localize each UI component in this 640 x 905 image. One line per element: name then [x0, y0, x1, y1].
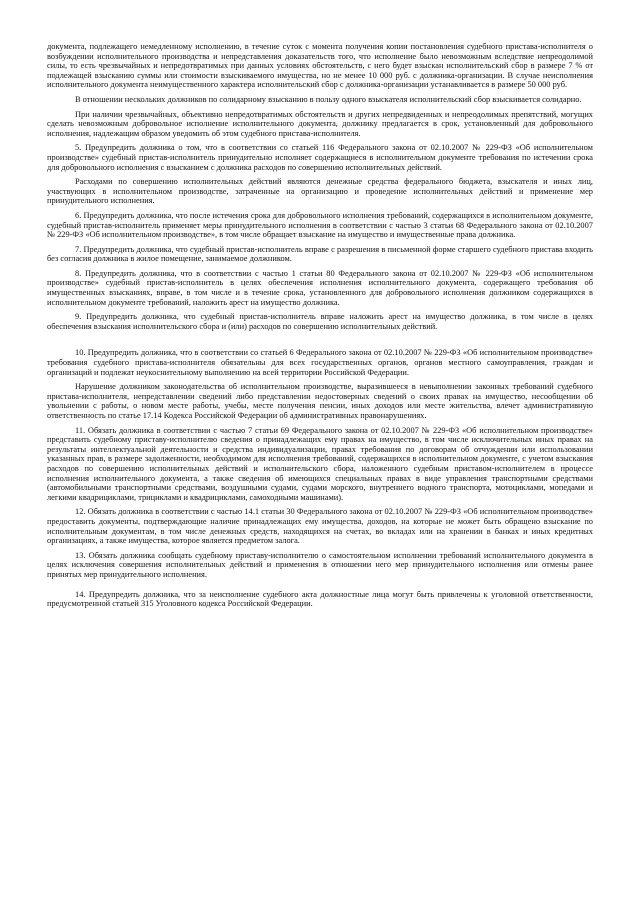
paragraph-item-13: 13. Обязать должника сообщать судебному приставу-исполнителю о самостоятельном исполнении требований исполнительного документа в целях исключения совершения исполнительных действий и применения в отношении него мер принудительного исполнения или отмены ранее принятых мер принудительного исполнения.: [47, 550, 593, 579]
paragraph-item-11: 11. Обязать должника в соответствии с частью 7 статьи 69 Федерального закона от 02.10.2007 № 229-ФЗ «Об исполнительном производстве» представить судебному приставу-исполнителю сведения о принадлежащих ему правах на имущество, в том числе исключительных иных правах на результаты интеллектуальной деятельности и средства индивидуализации, правах требования по договорам об отчуждении или использовании указанных прав, в размере задолженности, необходимом для исполнения требований, содержащихся в исполнительном документе, с учетом взыскания расходов по совершению исполнительных действий и исполнительского сбора, наложенного судебным приставом-исполнителем в процессе исполнения исполнительного документа, а также сведения об имеющихся специальных правах в виде управления транспортными средствами (автомобильными транспортными средствами, воздушными судами, судами морского, внутреннего водного транспорта, мотоциклами, мопедами и легкими квадрициклами, трициклами и квадрициклами, самоходными машинами).: [47, 425, 593, 502]
paragraph-item-9: 9. Предупредить должника, что судебный пристав-исполнитель вправе наложить арест на имущество должника, в том числе в целях обеспечения взыскания исполнительского сбора и (или) расходов по совершению исполнительных действий.: [47, 312, 593, 331]
paragraph-item-14: 14. Предупредить должника, что за неисполнение судебного акта должностные лица могут быть привлечены к уголовной ответственности, предусмотренной статьей 315 Уголовного кодекса Российской Федерации.: [47, 589, 593, 609]
paragraph-item-7: 7. Предупредить должника, что судебный пристав-исполнитель вправе с разрешения в письменной форме старшего судебного пристава входить без согласия должника в жилое помещение, занимаемое должником.: [47, 244, 593, 264]
paragraph-item-8: 8. Предупредить должника, что в соответствии с частью 1 статьи 80 Федерального закона от 02.10.2007 № 229-ФЗ «Об исполнительном производстве» судебный пристав-исполнитель в целях обеспечения исполнения исполнительного документа, содержащего требования об имущественных взысканиях, вправе, в том числе и в течение срока, установленного для добровольного исполнения должником содержащихся в исполнительном документе требований, наложить арест на имущество должника.: [47, 268, 593, 307]
paragraph-expenses: Расходами по совершению исполнительных действий являются денежные средства федерального бюджета, взыскателя и иных лиц, участвующих в исполнительном производстве, затраченные на организацию и проведение исполнительных действий и применение мер принудительного исполнения.: [47, 177, 593, 206]
paragraph-item-6: 6. Предупредить должника, что после истечения срока для добровольного исполнения требований, содержащихся в исполнительном документе, судебный пристав-исполнитель применяет меры принудительного исполнения в соответствии с частью 3 статьи 68 Федерального закона от 02.10.2007 № 229-ФЗ «Об исполнительном производстве», в том числе обращает взыскание на имущество и имущественные права должника.: [47, 210, 593, 240]
paragraph-item-12: 12. Обязать должника в соответствии с частью 14.1 статьи 30 Федерального закона от 02.10.2007 № 229-ФЗ «Об исполнительном производстве» предоставить документы, подтверждающие наличие принадлежащих ему имущества, доходов, на которые не может быть обращено взыскание по исполнительным документам, в том числе денежных средств, находящихся на счетах, во вкладах или на хранении в банках и иных кредитных организациях, а также имущества, которое является предметом залога.: [47, 507, 593, 546]
paragraph-solidary-debtors: В отношении нескольких должников по солидарному взысканию в пользу одного взыскателя исполнительский сбор взыскивается солидарно.: [75, 94, 582, 104]
paragraph-item-5: 5. Предупредить должника о том, что в соответствии со статьей 116 Федерального закона от 02.10.2007 № 229-ФЗ «Об исполнительном производстве» судебный пристав-исполнитель принудительно исполняет содержащиеся в исполнительном документе требования по истечении срока для добровольного исполнения с взысканием с должника расходов по совершению исполнительных действий.: [47, 143, 593, 172]
paragraph-sbor-continuation: документа, подлежащего немедленному исполнению, в течение суток с момента получения копии постановления судебного пристава-исполнителя о возбуждении исполнительного производства и непредставления доказательств того, что исполнение было невозможным вследствие непреодолимой силы, то есть чрезвычайных и непредотвратимых при данных условиях обстоятельств, с него будет взыскан исполнительский сбор в размере 7 % от подлежащей взысканию суммы или стоимости взыскиваемого имущества, но не менее 10 000 руб. с должника-организации. В случае неисполнения исполнительного документа неимущественного характера исполнительский сбор с должника-организации устанавливается в размере 50 000 руб.: [47, 42, 593, 90]
paragraph-item-10: 10. Предупредить должника, что в соответствии со статьей 6 Федерального закона от 02.10.2007 № 229-ФЗ «Об исполнительном производстве» требования судебного пристава-исполнителя обязательны для всех государственных органов, органов местного самоуправления, граждан и организаций и подлежат неукоснительному выполнению на всей территории Российской Федерации.: [47, 348, 593, 377]
paragraph-force-majeure: При наличии чрезвычайных, объективно непредотвратимых обстоятельств и других непредвиденных и непреодолимых препятствий, могущих сделать невозможным добровольное исполнение исполнительного документа, должнику предлагается в срок, установленный для добровольного исполнения, надлежащим образом уведомить об этом судебного пристава-исполнителя.: [47, 109, 593, 138]
paragraph-violation-liability: Нарушение должником законодательства об исполнительном производстве, выразившееся в невыполнении законных требований судебного пристава-исполнителя, непредставлении сведений либо представлении недостоверных сведений о своих правах на имущество, несообщении об увольнении с работы, о новом месте работы, учебы, месте получения пенсии, иных доходов или месте жительства, влечет административную ответственность по статье 17.14 Кодекса Российской Федерации об административных правонарушениях.: [47, 382, 593, 420]
